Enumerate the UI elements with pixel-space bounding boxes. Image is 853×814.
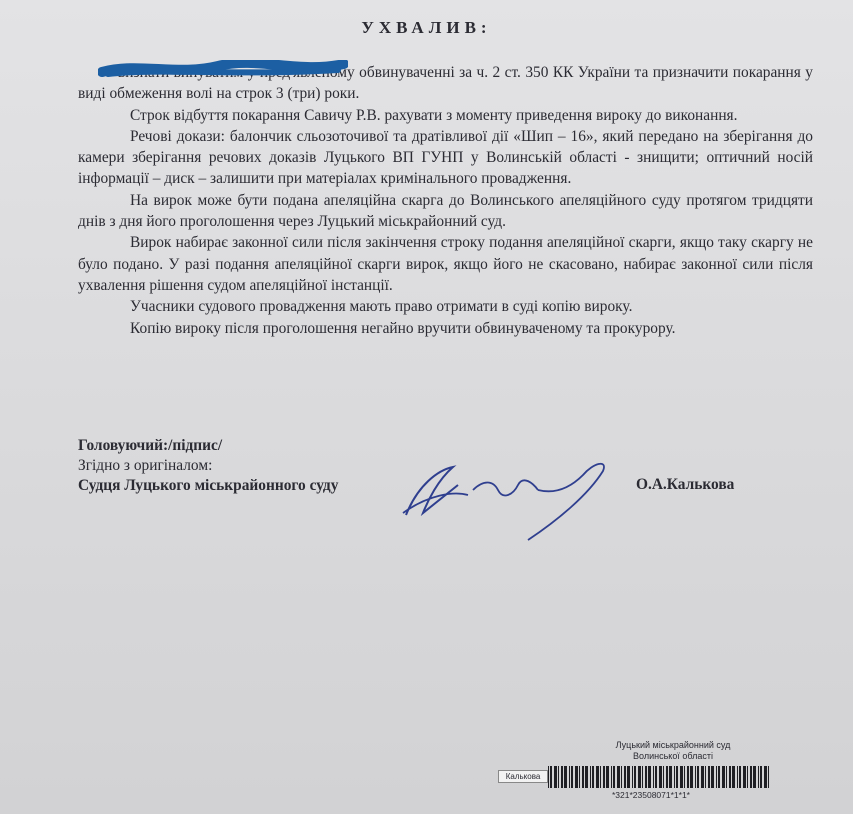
redaction-mark — [98, 60, 348, 78]
paragraph-evidence: Речові докази: балончик сльозоточивої та дратівливої дії «Шип – 16», який передано на зберігання до камери зберігання речових доказів Луцького ВП ГУНП у Волинській області - знищити; оптичний носій інформації – диск – залишити при матеріалах кримінального провадження. — [78, 127, 813, 188]
stamp-line-region: Волинської області — [633, 751, 713, 761]
signature-block — [78, 436, 338, 496]
certified-label: Згідно з оригіналом: — [78, 457, 213, 474]
judge-title: Судця Луцького міськрайонного суду — [78, 477, 339, 494]
paragraph-effect: Вирок набирає законної сили після закінчення строку подання апеляційної скарги, якщо таку скаргу не було подано. У разі подання апеляційної скарги вирок, якщо його не скасовано, набирає законної сили після ухвалення рішення судом апеляційної інстанції. — [78, 234, 813, 294]
stamp-line-court: Луцький міськрайонний суд — [615, 740, 731, 750]
document-heading: УХВАЛИВ: — [361, 18, 492, 37]
judge-name: О.А.Калькова — [636, 476, 735, 493]
barcode-label: Калькова — [498, 770, 548, 783]
barcode — [548, 766, 773, 790]
handwritten-signature — [398, 455, 618, 545]
paragraph-copy-right: Учасники судового провадження мають право отримати в суді копію вироку. — [130, 298, 633, 316]
paragraph-appeal: На вирок може бути подана апеляційна скарга до Волинського апеляційного суду протягом тридцяти днів з дня його проголошення через Луцький міськрайонний суд. — [78, 191, 813, 231]
presiding-label: Головуючий:/підпис/ — [78, 437, 223, 454]
document-body — [78, 62, 813, 339]
paragraph-copy-delivery: Копію вироку після проголошення негайно вручити обвинуваченому та прокурору. — [130, 319, 676, 337]
court-stamp — [598, 740, 748, 762]
paragraph-verdict: визнати винуватим у пред'явленому обвинуваченні за ч. 2 ст. 350 КК України та призначити покарання у виді обмеження волі на строк 3 (три) роки. — [78, 64, 813, 103]
paragraph-term: Строк відбуття покарання Савичу Р.В. рахувати з моменту приведення вироку до виконання. — [130, 106, 738, 124]
barcode-number: *321*23508071*1*1* — [612, 790, 690, 800]
